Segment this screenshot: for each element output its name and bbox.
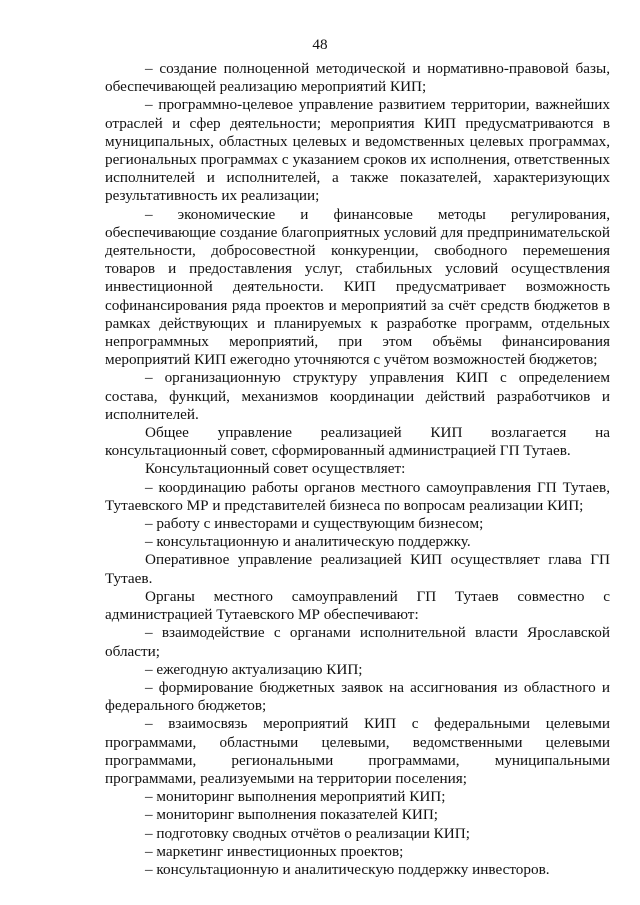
paragraph: – работу с инвесторами и существующим бизнесом; — [145, 515, 484, 533]
paragraph: Консультационный совет осуществляет: — [145, 460, 406, 478]
paragraph: – взаимосвязь мероприятий КИП с федеральными целевыми программами, областными целевыми, ведомственными целевыми программами, региональными программами, муниципальными программами, реализуемыми на территории поселения; — [105, 715, 610, 787]
paragraph: – взаимодействие с органами исполнительной власти Ярославской области; — [105, 624, 610, 660]
paragraph: – организационную структуру управления КИП с определением состава, функций, механизмов координации действий разработчиков и исполнителей. — [105, 369, 610, 423]
paragraph: – экономические и финансовые методы регулирования, обеспечивающие создание благоприятных условий для предпринимательской деятельности, добросовестной конкуренции, свободного перемешения товаров и предоставления услуг, стабильных условий осуществления инвестиционной деятельности. КИП предусматривает возможность софинансирования ряда проектов и мероприятий за счёт средств бюджетов в рамках действующих и планируемых к разработке программ, отдельных непрограммных мероприятий, при этом объёмы финансирования мероприятий КИП ежегодно уточняются с учётом возможностей бюджетов; — [105, 205, 610, 369]
paragraph: – подготовку сводных отчётов о реализации КИП; — [145, 824, 470, 842]
paragraph: – создание полноценной методической и нормативно-правовой базы, обеспечивающей реализацию мероприятий КИП; — [105, 60, 610, 96]
paragraph: Оперативное управление реализацией КИП осуществляет глава ГП Тутаев. — [105, 551, 610, 587]
paragraph: – консультационную и аналитическую поддержку. — [145, 533, 471, 551]
paragraph: – ежегодную актуализацию КИП; — [145, 660, 363, 678]
paragraph: – мониторинг выполнения мероприятий КИП; — [145, 788, 446, 806]
paragraph: – маркетинг инвестиционных проектов; — [145, 842, 404, 860]
paragraph: – мониторинг выполнения показателей КИП; — [145, 806, 439, 824]
page-number: 48 — [312, 36, 328, 53]
paragraph: Общее управление реализацией КИП возлагается на консультационный совет, сформированный администрацией ГП Тутаев. — [105, 424, 610, 460]
paragraph: – формирование бюджетных заявок на ассигнования из областного и федерального бюджетов; — [105, 678, 610, 715]
paragraph: – координацию работы органов местного самоуправления ГП Тутаев, Тутаевского МР и представителей бизнеса по вопросам реализации КИП; — [105, 478, 610, 514]
paragraph: – консультационную и аналитическую поддержку инвесторов. — [145, 860, 550, 878]
document-body — [105, 60, 610, 879]
paragraph: – программно-целевое управление развитием территории, важнейших отраслей и сфер деятельности; мероприятия КИП предусматриваются в муниципальных, областных целевых и ведомственных целевых программах, региональных программах с указанием сроков их исполнения, ответственных исполнителей и исполнителей, а также показателей, характеризующих результативность их реализации; — [105, 96, 610, 205]
paragraph: Органы местного самоуправлений ГП Тутаев совместно с администрацией Тутаевского МР обеспечивают: — [105, 587, 610, 624]
